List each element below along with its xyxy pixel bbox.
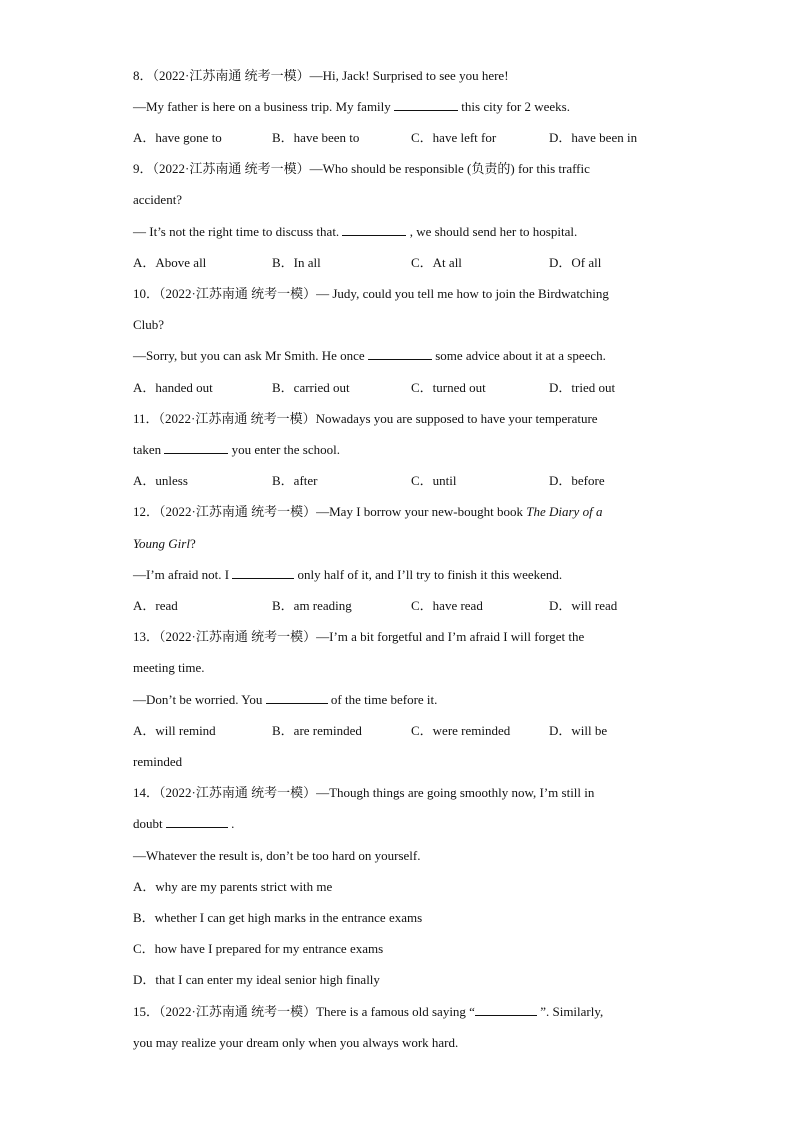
question-15-stem: 15．（2022·江苏南通 统考一模）There is a famous old saying “ ”. Similarly, bbox=[133, 1004, 604, 1019]
question-10-option-d: D．tried out bbox=[549, 380, 616, 395]
question-12-dialog: —I’m afraid not. I only half of it, and I’ll try to finish it this weekend. bbox=[133, 567, 563, 582]
question-13-option-b: B．are reminded bbox=[272, 723, 362, 738]
question-9-option-d: D．Of all bbox=[549, 255, 602, 270]
answer-blank bbox=[266, 691, 328, 704]
question-8-option-a: A．have gone to bbox=[133, 130, 222, 145]
question-13-option-a: A．will remind bbox=[133, 723, 216, 738]
question-13-option-d-wrap: reminded bbox=[133, 754, 183, 769]
question-11-option-b: B．after bbox=[272, 473, 318, 488]
question-11-option-c: C．until bbox=[411, 473, 457, 488]
question-9-stem: 9．（2022·江苏南通 统考一模）—Who should be responsible (负责的) for this traffic bbox=[133, 161, 590, 176]
question-12-option-a: A．read bbox=[133, 598, 178, 613]
question-12-option-d: D．will read bbox=[549, 598, 618, 613]
question-14-stem-cont: doubt . bbox=[133, 816, 235, 831]
question-10-stem-cont: Club? bbox=[133, 317, 165, 332]
question-8-stem: 8．（2022·江苏南通 统考一模）—Hi, Jack! Surprised to see you here! bbox=[133, 68, 509, 83]
question-11-option-d: D．before bbox=[549, 473, 605, 488]
question-9-option-b: B．In all bbox=[272, 255, 321, 270]
question-10-stem: 10．（2022·江苏南通 统考一模）— Judy, could you tell me how to join the Birdwatching bbox=[133, 286, 609, 301]
answer-blank bbox=[232, 566, 294, 579]
question-8-option-c: C．have left for bbox=[411, 130, 497, 145]
question-13-option-c: C．were reminded bbox=[411, 723, 511, 738]
question-12-stem-cont: Young Girl? bbox=[133, 536, 196, 551]
question-9-option-a: A．Above all bbox=[133, 255, 207, 270]
question-14-option-d: D．that I can enter my ideal senior high finally bbox=[133, 972, 380, 987]
question-14-option-b: B．whether I can get high marks in the entrance exams bbox=[133, 910, 423, 925]
question-15-stem-cont: you may realize your dream only when you always work hard. bbox=[133, 1035, 459, 1050]
question-11-option-a: A．unless bbox=[133, 473, 188, 488]
question-12-stem: 12．（2022·江苏南通 统考一模）—May I borrow your new-bought book The Diary of a bbox=[133, 504, 603, 519]
question-11-dialog: taken you enter the school. bbox=[133, 442, 340, 457]
question-9-option-c: C．At all bbox=[411, 255, 462, 270]
question-12-option-c: C．have read bbox=[411, 598, 483, 613]
question-12-option-b: B．am reading bbox=[272, 598, 352, 613]
answer-blank bbox=[368, 347, 432, 360]
question-9-dialog: — It’s not the right time to discuss that. , we should send her to hospital. bbox=[133, 224, 578, 239]
question-13-dialog: —Don’t be worried. You of the time before it. bbox=[133, 692, 438, 707]
question-13-stem-cont: meeting time. bbox=[133, 660, 205, 675]
question-10-dialog: —Sorry, but you can ask Mr Smith. He once some advice about it at a speech. bbox=[133, 348, 606, 363]
answer-blank bbox=[164, 441, 228, 454]
question-9-stem-cont: accident? bbox=[133, 192, 183, 207]
question-14-option-a: A．why are my parents strict with me bbox=[133, 879, 333, 894]
question-14-dialog: —Whatever the result is, don’t be too hard on yourself. bbox=[133, 848, 421, 863]
question-10-option-a: A．handed out bbox=[133, 380, 213, 395]
answer-blank bbox=[166, 815, 228, 828]
answer-blank bbox=[475, 1003, 537, 1016]
question-8-option-d: D．have been in bbox=[549, 130, 638, 145]
question-14-stem: 14．（2022·江苏南通 统考一模）—Though things are going smoothly now, I’m still in bbox=[133, 785, 595, 800]
question-13-stem: 13．（2022·江苏南通 统考一模）—I’m a bit forgetful and I’m afraid I will forget the bbox=[133, 629, 585, 644]
question-13-option-d: D．will be bbox=[549, 723, 608, 738]
question-8-dialog: —My father is here on a business trip. My family this city for 2 weeks. bbox=[133, 99, 570, 114]
answer-blank bbox=[342, 223, 406, 236]
question-14-option-c: C．how have I prepared for my entrance exams bbox=[133, 941, 384, 956]
answer-blank bbox=[394, 98, 458, 111]
question-8-option-b: B．have been to bbox=[272, 130, 360, 145]
question-10-option-b: B．carried out bbox=[272, 380, 350, 395]
question-11-stem: 11．（2022·江苏南通 统考一模）Nowadays you are supposed to have your temperature bbox=[133, 411, 598, 426]
question-10-option-c: C．turned out bbox=[411, 380, 486, 395]
